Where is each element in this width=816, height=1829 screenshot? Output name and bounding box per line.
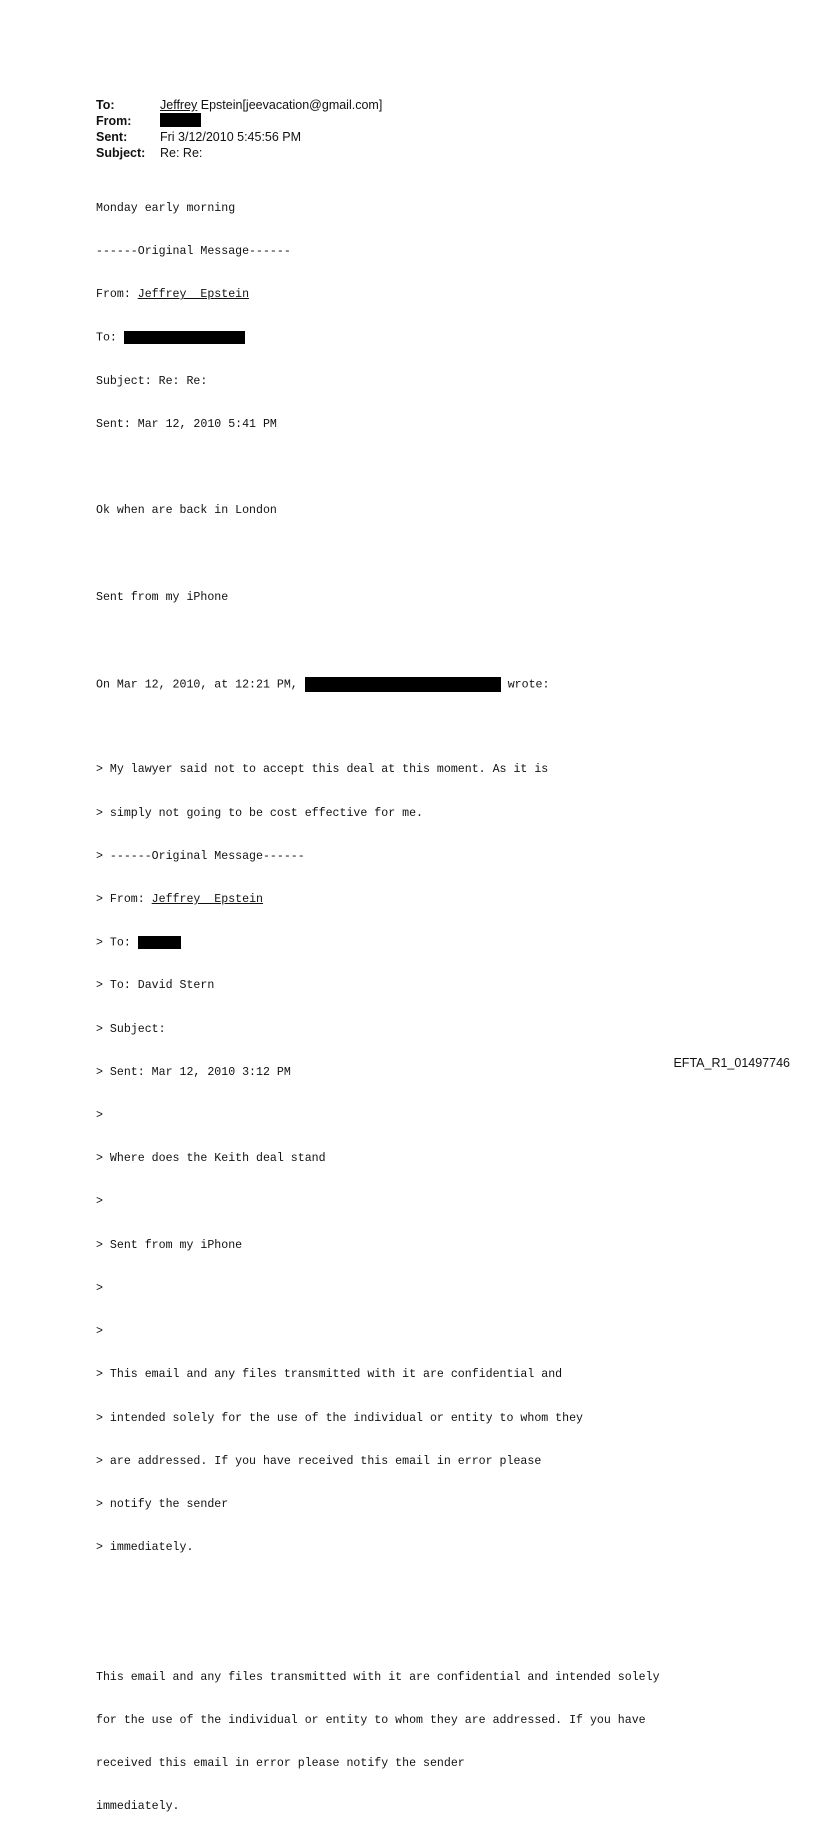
quoted-line: > immediately. (96, 1541, 194, 1555)
reply-subject-line: Subject: Re: Re: (96, 374, 208, 388)
spacer (96, 720, 660, 734)
quoted-line: > Where does the Keith deal stand (96, 1152, 326, 1166)
quoted-line: > My lawyer said not to accept this deal at this moment. As it is (96, 763, 549, 777)
email-header (96, 97, 382, 161)
wrote-line (96, 677, 660, 691)
quoted-to-prefix: > To: (96, 936, 138, 950)
spacer (96, 1628, 660, 1642)
spacer (96, 461, 660, 475)
quoted-line: > This email and any files transmitted with it are confidential and (96, 1368, 563, 1382)
document-id: EFTA_R1_01497746 (673, 1056, 790, 1070)
quoted-line: > (96, 1109, 103, 1123)
to-row (96, 97, 382, 113)
message-signature: Sent from my iPhone (96, 590, 229, 604)
reply-from-name: Jeffrey Epstein (137, 288, 250, 302)
reply-to-prefix: To: (96, 331, 124, 345)
quoted-line: > (96, 1195, 103, 1209)
quoted-line: > (96, 1325, 103, 1339)
to-rest: Epstein[jeevacation@gmail.com] (197, 98, 383, 112)
to-value (160, 97, 382, 113)
spacer (96, 634, 660, 648)
quoted-line: > Sent: Mar 12, 2010 3:12 PM (96, 1065, 291, 1079)
quoted-line: > Subject: (96, 1022, 166, 1036)
reply-sent-line: Sent: Mar 12, 2010 5:41 PM (96, 417, 277, 431)
email-body (96, 173, 660, 1829)
quoted-line (96, 893, 660, 907)
quoted-line: > simply not going to be cost effective for me. (96, 806, 423, 820)
disclaimer-line: This email and any files transmitted with it are confidential and intended solely (96, 1670, 660, 1684)
quoted-from-name: Jeffrey Epstein (151, 893, 263, 907)
redaction-box (138, 936, 181, 949)
quoted-line: > are addressed. If you have received this email in error please (96, 1454, 542, 1468)
reply-to-line (96, 331, 660, 345)
from-row (96, 113, 382, 129)
redaction-box (160, 113, 201, 127)
quoted-line: > (96, 1281, 103, 1295)
to-label: To: (96, 98, 115, 112)
redaction-box (124, 331, 245, 344)
disclaimer-line: received this email in error please notify the sender (96, 1757, 465, 1771)
disclaimer-line: for the use of the individual or entity to whom they are addressed. If you have (96, 1713, 646, 1727)
original-message-marker: ------Original Message------ (96, 245, 291, 259)
from-label: From: (96, 114, 132, 128)
reply-from-prefix: From: (96, 288, 138, 302)
spacer (96, 547, 660, 561)
subject-value: Re: Re: (160, 146, 203, 160)
wrote-suffix: wrote: (500, 678, 550, 692)
quoted-line: > To: David Stern (96, 979, 215, 993)
spacer (96, 1584, 660, 1598)
reply-from-line (96, 288, 660, 302)
subject-row (96, 145, 382, 161)
quoted-line (96, 936, 660, 950)
sent-label: Sent: (96, 130, 128, 144)
quoted-line: > ------Original Message------ (96, 849, 305, 863)
sent-value: Fri 3/12/2010 5:45:56 PM (160, 130, 302, 144)
subject-label: Subject: (96, 146, 146, 160)
quoted-from-prefix: > From: (96, 893, 152, 907)
quoted-line: > notify the sender (96, 1497, 229, 1511)
quoted-line: > intended solely for the use of the individual or entity to whom they (96, 1411, 584, 1425)
message-text: Ok when are back in London (96, 504, 277, 518)
to-first-name: Jeffrey (160, 98, 198, 112)
reply-text: Monday early morning (96, 201, 236, 215)
quoted-line: > Sent from my iPhone (96, 1238, 243, 1252)
redaction-box (305, 677, 501, 692)
wrote-prefix: On Mar 12, 2010, at 12:21 PM, (96, 678, 305, 692)
disclaimer-line: immediately. (96, 1800, 180, 1814)
sent-row (96, 129, 382, 145)
